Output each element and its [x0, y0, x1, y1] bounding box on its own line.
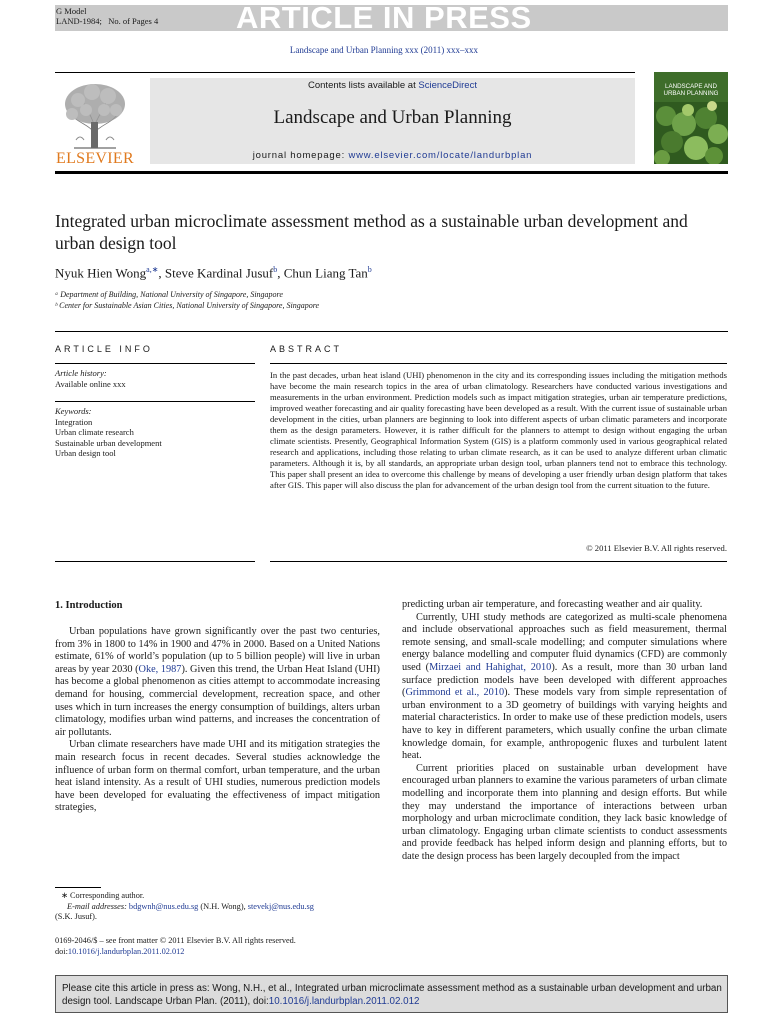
keyword-item: Sustainable urban development: [55, 437, 162, 448]
paragraph: Urban populations have grown significantly over the past two centuries, from 3% in 1800 to 14% in 1900 and 47% in 2000. Based on a United Nations estimate, 61% of world’s population (up to 5 billion people) will live in urban areas by year 2030 (Oke, 1987). Given this trend, the Urban Heat Island (UHI) has become a global phenomenon as cities attempt to accommodate increasing demand for housing, commercial development, recreation space, and other uses which in turn increases the energy consumption of buildings, alters urban climatology, modifies urban wind patterns, and increases the concentration of air pollutants.: [55, 626, 380, 738]
info-rule: [55, 401, 255, 402]
issn-line: 0169-2046/$ – see front matter © 2011 Elsevier B.V. All rights reserved. doi:10.1016/j.landurbplan.2011.02.012: [55, 936, 385, 957]
paragraph: Urban climate researchers have made UHI and its mitigation strategies the main research focus in recent decades. Several studies acknowledge the influence of urban form on thermal comfort, urban temperature, and the urban heat island intensity. As a result of UHI studies, numerous prediction models have been developed for evaluating the effectiveness of impact mitigation strategies,: [55, 739, 380, 814]
issn-text: 0169-2046/$ – see front matter © 2011 Elsevier B.V. All rights reserved.: [55, 936, 296, 945]
homepage-prefix: journal homepage:: [252, 150, 349, 161]
citation-link[interactable]: Mirzaei and Hahighat, 2010: [429, 661, 552, 673]
contents-line: [150, 80, 635, 91]
keywords-label: Keywords:: [55, 406, 92, 416]
article-info-heading: ARTICLE INFO: [55, 344, 153, 354]
citation-doi-link[interactable]: 10.1016/j.landurbplan.2011.02.012: [268, 996, 420, 1007]
abstract-heading: ABSTRACT: [270, 344, 343, 354]
article-code: LAND-1984;: [56, 16, 102, 26]
journal-name: Landscape and Urban Planning: [273, 107, 512, 128]
corresponding-label: ∗ Corresponding author.: [61, 891, 145, 900]
author-name: Steve Kardinal Jusuf: [164, 265, 274, 281]
abstract-text: In the past decades, urban heat island (UHI) phenomenon in the city and its corresponding issues including the mitigation methods have become the main research topics in the area of urban climatology. Researchers have conducted various investigations and measurements in the urban environment. Prediction models such as impact mitigation strategies, urban air temperature predictions, improved weather forecasting and air quality forecasting have been developed as a result. With the current issue of sustainable urban development in the cities, urban planners are beginning to look into different aspects of urban climatic parameters and incorporate them as the design parameters. However, it is rather difficult for the planners to attempt to design without engaging the urban climate scientists. Presently, Geographical Information System (GIS) is a platform commonly used in various geographical related research and applications, including those relating to urban climate research, as it can be used to analyze different urban climatic parameters. Although it is, by all standards, an appropriate urban design tool, urban planners tend not to embrace this technology. This paper shall present an idea to overcome this challenge by means of developing a user friendly urban design platform that takes after GIS. This paper will also discuss the plan for advancement of the urban design tool from the current situation to the future.: [270, 370, 727, 490]
body-column-left: [55, 626, 380, 815]
sciencedirect-link[interactable]: ScienceDirect: [418, 80, 477, 91]
abstract-bottom-rule: [270, 561, 727, 562]
corresponding-author-footnote: ∗ Corresponding author. E-mail addresses: bdgwnh@nus.edu.sg (N.H. Wong), stevekj@nus.edu.sg (S.K. Jusuf).: [55, 891, 385, 923]
paragraph: Current priorities placed on sustainable urban development have encouraged urban planners to examine the various parameters of urban climate modelling and incorporate them into planning and design efforts. But while they may understand the importance of interactions between urban morphology and urban microclimate condition, they lack basic knowledge of urban climatology. Engaging urban climate scientists to conduct assessments and provide feedback has helped inform design and planning efforts, but to date the design process has been largely decoupled from the impact: [402, 762, 727, 862]
author-list: Nyuk Hien Wong$^{a,∗}$, Steve Kardinal Jusuf$^b$, Chun Liang Tan$^b$: [55, 265, 372, 281]
keyword-item: Integration: [55, 416, 93, 427]
keyword-item: Urban climate research: [55, 427, 134, 437]
history-label: Article history:: [55, 368, 107, 378]
manuscript-info: [56, 6, 158, 26]
journal-cover-image: [654, 72, 728, 164]
masthead-bottom-rule: [55, 171, 728, 174]
introduction-heading: 1. Introduction: [55, 600, 123, 611]
section-rule: [55, 331, 728, 332]
email-link[interactable]: stevekj@nus.edu.sg: [247, 901, 314, 911]
email-owner: (S.K. Jusuf).: [55, 912, 97, 921]
paragraph: Currently, UHI study methods are categorized as multi-scale phenomena and include observational approaches such as field measurement, thermal remote sensing, and small-scale modelling; and computer simulations where energy balance modelling and computer fluid dynamics (CFD) are commonly used (Mirzaei and Hahighat, 2010). As a result, more than 30 urban land surface prediction models have been developed with different approaches (Grimmond et al., 2010). These models vary from simple representation of urban environment to a 3D geometry of buildings with varying heights and material characteristics. In order to make use of these prediction models, users have to key in different parameters, which usually confine the urban climate knowledge domain, for example, anthropogenic fluxes and turbulent latent heat.: [402, 611, 727, 762]
email-label: E-mail addresses:: [67, 901, 129, 911]
email-link[interactable]: bdgwnh@nus.edu.sg: [128, 901, 199, 911]
paragraph: predicting urban air temperature, and forecasting weather and air quality.: [402, 599, 703, 610]
banner-text: ARTICLE IN PRESS: [236, 0, 532, 35]
keywords-block: [55, 406, 255, 459]
history-value: Available online xxx: [55, 378, 126, 389]
journal-homepage-line: [150, 150, 635, 161]
contents-prefix: Contents lists available at: [308, 80, 419, 91]
body-column-right: [402, 599, 727, 863]
author-name: Nyuk Hien Wong: [55, 265, 147, 281]
article-history: [55, 368, 255, 389]
masthead-top-rule: [55, 72, 635, 73]
journal-reference-link[interactable]: Landscape and Urban Planning xxx (2011) xxx–xxx: [289, 45, 479, 55]
article-title: Integrated urban microclimate assessment method as a sustainable urban development and urban design tool: [55, 211, 688, 253]
citation-link[interactable]: Grimmond et al., 2010: [405, 687, 505, 699]
affiliation-a: ᵃ Department of Building, National University of Singapore, Singapore: [55, 290, 283, 299]
affiliation-b: ᵇ Center for Sustainable Asian Cities, National University of Singapore, Singapore: [55, 301, 320, 310]
author-affiliation-marker[interactable]: b: [273, 265, 278, 274]
citation-link[interactable]: Oke, 1987: [138, 663, 182, 675]
citation-text: Please cite this article in press as: Wong, N.H., et al., Integrated urban microclimate assessment method as a sustainable urban development and urban design tool. Landscape Urban Plan. (2011), doi:10.1016/j.landurbplan.2011.02.012: [62, 983, 722, 1007]
author-affiliation-marker[interactable]: a,∗: [146, 265, 159, 274]
keyword-item: Urban design tool: [55, 448, 116, 458]
homepage-link[interactable]: www.elsevier.com/locate/landurbplan: [348, 150, 533, 161]
footnote-rule: [55, 887, 101, 888]
info-bottom-rule: [55, 561, 255, 562]
publisher-name: ELSEVIER: [56, 150, 134, 167]
abstract-rule: [270, 363, 727, 364]
cover-title: LANDSCAPE AND URBAN PLANNING: [663, 83, 719, 97]
author-affiliation-marker[interactable]: b: [367, 265, 372, 274]
doi-link[interactable]: 10.1016/j.landurbplan.2011.02.012: [67, 946, 185, 956]
gmodel-label: G Model: [56, 6, 87, 16]
page-count: No. of Pages 4: [108, 16, 159, 26]
info-rule: [55, 363, 255, 364]
abstract-copyright: © 2011 Elsevier B.V. All rights reserved.: [586, 543, 727, 553]
author-name: Chun Liang Tan: [283, 265, 368, 281]
